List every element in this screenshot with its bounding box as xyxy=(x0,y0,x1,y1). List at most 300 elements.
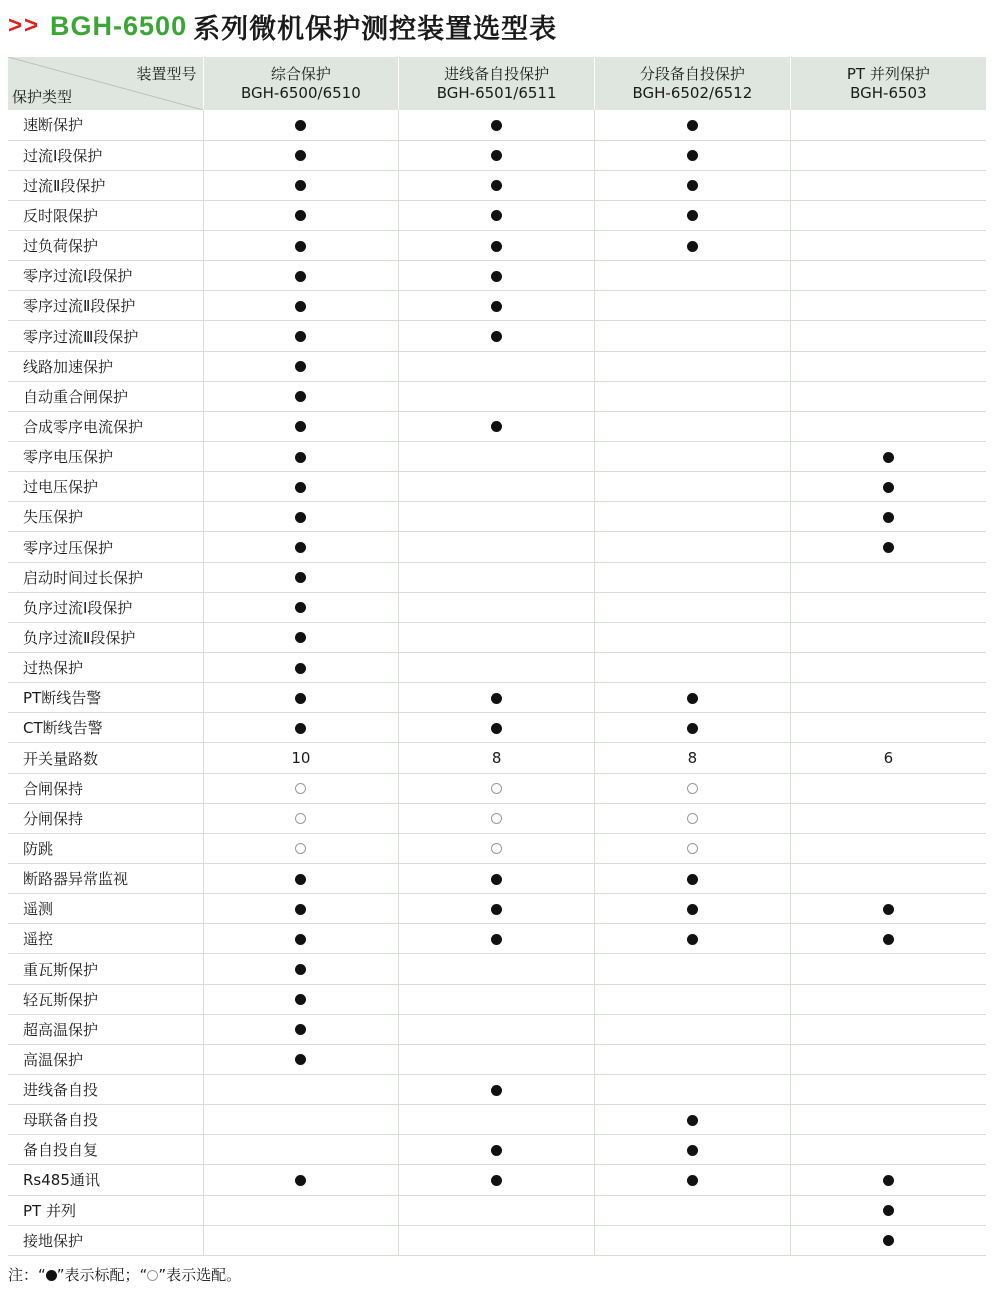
standard-dot-icon xyxy=(295,180,306,191)
cell-standard xyxy=(203,532,399,562)
standard-dot-icon xyxy=(295,120,306,131)
cell-value: 8 xyxy=(595,743,791,773)
table-row xyxy=(8,532,986,562)
cell-empty xyxy=(399,984,595,1014)
cell-empty xyxy=(790,803,986,833)
cell-standard xyxy=(595,170,791,200)
column-header-section-auto-transfer xyxy=(595,57,791,110)
standard-dot-icon xyxy=(883,1205,894,1216)
cell-standard xyxy=(399,321,595,351)
row-label: 自动重合闸保护 xyxy=(8,381,203,411)
cell-empty xyxy=(595,622,791,652)
standard-dot-icon xyxy=(883,934,894,945)
cell-empty xyxy=(595,291,791,321)
row-label: 开关量路数 xyxy=(8,743,203,773)
column-model: BGH-6501/6511 xyxy=(436,83,557,102)
cell-standard xyxy=(790,1225,986,1255)
table-row xyxy=(8,1165,986,1195)
table-row xyxy=(8,894,986,924)
row-label: 零序电压保护 xyxy=(8,442,203,472)
standard-dot-icon xyxy=(687,120,698,131)
table-row xyxy=(8,803,986,833)
cell-empty xyxy=(399,1225,595,1255)
cell-standard xyxy=(595,924,791,954)
cell-empty xyxy=(595,592,791,622)
cell-empty xyxy=(790,1044,986,1074)
standard-dot-icon xyxy=(295,1175,306,1186)
cell-standard xyxy=(595,894,791,924)
cell-standard xyxy=(790,924,986,954)
cell-value: 10 xyxy=(203,743,399,773)
cell-empty xyxy=(595,381,791,411)
standard-dot-icon xyxy=(883,482,894,493)
row-label: 线路加速保护 xyxy=(8,351,203,381)
standard-dot-icon xyxy=(295,904,306,915)
standard-dot-icon xyxy=(295,723,306,734)
cell-empty xyxy=(790,954,986,984)
row-label: 高温保护 xyxy=(8,1044,203,1074)
table-row xyxy=(8,170,986,200)
table-row xyxy=(8,773,986,803)
cell-empty xyxy=(595,1225,791,1255)
table-header xyxy=(8,57,986,110)
standard-dot-icon xyxy=(687,1145,698,1156)
cell-empty xyxy=(399,532,595,562)
cell-empty xyxy=(790,1014,986,1044)
cell-empty xyxy=(790,1105,986,1135)
cell-empty xyxy=(203,1225,399,1255)
optional-circle-icon xyxy=(687,813,698,824)
standard-dot-icon xyxy=(491,331,502,342)
standard-dot-icon xyxy=(491,271,502,282)
column-name: 进线备自投保护 xyxy=(444,64,550,83)
cell-standard xyxy=(595,1165,791,1195)
cell-standard xyxy=(203,351,399,381)
cell-empty xyxy=(399,442,595,472)
cell-standard xyxy=(203,140,399,170)
row-label: 备自投自复 xyxy=(8,1135,203,1165)
row-label: 零序过流Ⅰ段保护 xyxy=(8,261,203,291)
standard-dot-icon xyxy=(295,1054,306,1065)
standard-dot-icon xyxy=(295,512,306,523)
cell-standard xyxy=(203,984,399,1014)
cell-optional xyxy=(595,833,791,863)
cell-standard xyxy=(203,1165,399,1195)
cell-empty xyxy=(790,411,986,441)
row-label: CT断线告警 xyxy=(8,713,203,743)
cell-standard xyxy=(595,864,791,894)
cell-standard xyxy=(399,1165,595,1195)
table-row xyxy=(8,321,986,351)
cell-standard xyxy=(399,261,595,291)
cell-standard xyxy=(203,472,399,502)
column-model: BGH-6502/6512 xyxy=(632,83,753,102)
row-label: 负序过流Ⅱ段保护 xyxy=(8,622,203,652)
standard-dot-icon xyxy=(687,874,698,885)
cell-empty xyxy=(790,864,986,894)
title-arrows: >> xyxy=(8,12,41,39)
cell-empty xyxy=(790,381,986,411)
cell-standard xyxy=(203,864,399,894)
cell-empty xyxy=(399,1105,595,1135)
table-row xyxy=(8,200,986,230)
standard-dot-icon xyxy=(491,1085,502,1096)
table-row xyxy=(8,924,986,954)
standard-dot-icon xyxy=(295,361,306,372)
cell-standard xyxy=(203,653,399,683)
cell-standard xyxy=(790,472,986,502)
standard-dot-icon xyxy=(295,301,306,312)
table-row xyxy=(8,140,986,170)
cell-empty xyxy=(595,261,791,291)
cell-standard xyxy=(399,683,595,713)
cell-standard xyxy=(203,562,399,592)
optional-circle-icon xyxy=(687,843,698,854)
standard-dot-icon xyxy=(295,874,306,885)
standard-dot-icon xyxy=(883,512,894,523)
column-name: PT 并列保护 xyxy=(846,64,930,83)
standard-dot-icon xyxy=(687,1175,698,1186)
standard-dot-icon xyxy=(295,632,306,643)
cell-standard xyxy=(399,1135,595,1165)
table-row xyxy=(8,411,986,441)
row-label: 反时限保护 xyxy=(8,200,203,230)
cell-value: 6 xyxy=(790,743,986,773)
row-label: 过流Ⅰ段保护 xyxy=(8,140,203,170)
standard-dot-icon xyxy=(687,934,698,945)
standard-dot-icon xyxy=(295,542,306,553)
cell-empty xyxy=(595,1044,791,1074)
table-row xyxy=(8,1105,986,1135)
standard-dot-icon xyxy=(883,542,894,553)
cell-empty xyxy=(399,622,595,652)
table-row xyxy=(8,1195,986,1225)
table-row xyxy=(8,351,986,381)
table-row xyxy=(8,864,986,894)
cell-empty xyxy=(790,713,986,743)
column-header-comprehensive xyxy=(203,57,399,110)
standard-dot-icon xyxy=(687,723,698,734)
table-row xyxy=(8,713,986,743)
cell-empty xyxy=(399,592,595,622)
cell-standard xyxy=(203,713,399,743)
standard-dot-icon xyxy=(883,1235,894,1246)
column-model: BGH-6503 xyxy=(850,83,927,102)
row-label: 轻瓦斯保护 xyxy=(8,984,203,1014)
row-label: 接地保护 xyxy=(8,1225,203,1255)
cell-empty xyxy=(790,140,986,170)
cell-standard xyxy=(203,110,399,140)
standard-dot-icon xyxy=(687,180,698,191)
table-body xyxy=(8,110,986,1255)
standard-dot-icon xyxy=(295,964,306,975)
cell-empty xyxy=(790,683,986,713)
optional-circle-icon xyxy=(491,783,502,794)
standard-dot-icon xyxy=(295,602,306,613)
cell-empty xyxy=(595,1075,791,1105)
table-row xyxy=(8,743,986,773)
row-label: 零序过流Ⅲ段保护 xyxy=(8,321,203,351)
cell-empty xyxy=(399,502,595,532)
standard-dot-icon xyxy=(46,1270,57,1281)
optional-circle-icon xyxy=(295,843,306,854)
row-label: 过电压保护 xyxy=(8,472,203,502)
row-label: 失压保护 xyxy=(8,502,203,532)
cell-optional xyxy=(399,803,595,833)
row-label: 防跳 xyxy=(8,833,203,863)
standard-dot-icon xyxy=(491,210,502,221)
optional-circle-icon xyxy=(491,813,502,824)
row-label: 负序过流Ⅰ段保护 xyxy=(8,592,203,622)
cell-empty xyxy=(595,1195,791,1225)
selection-table xyxy=(8,57,986,1256)
table-row xyxy=(8,592,986,622)
cell-empty xyxy=(790,351,986,381)
cell-standard xyxy=(790,532,986,562)
cell-empty xyxy=(790,562,986,592)
cell-standard xyxy=(790,442,986,472)
cell-empty xyxy=(790,200,986,230)
cell-standard xyxy=(203,1014,399,1044)
table-row xyxy=(8,1044,986,1074)
cell-standard xyxy=(203,622,399,652)
standard-dot-icon xyxy=(687,693,698,704)
standard-dot-icon xyxy=(491,934,502,945)
cell-standard xyxy=(203,411,399,441)
column-header-incoming-auto-transfer xyxy=(399,57,595,110)
cell-empty xyxy=(595,472,791,502)
cell-empty xyxy=(399,381,595,411)
column-name: 综合保护 xyxy=(270,64,331,83)
table-row xyxy=(8,291,986,321)
standard-dot-icon xyxy=(295,994,306,1005)
cell-standard xyxy=(595,140,791,170)
row-label: 合闸保持 xyxy=(8,773,203,803)
standard-dot-icon xyxy=(295,241,306,252)
optional-circle-icon xyxy=(147,1270,158,1281)
standard-dot-icon xyxy=(295,331,306,342)
standard-dot-icon xyxy=(687,150,698,161)
cell-standard xyxy=(203,954,399,984)
cell-empty xyxy=(790,592,986,622)
cell-empty xyxy=(399,954,595,984)
cell-standard xyxy=(203,170,399,200)
cell-empty xyxy=(595,411,791,441)
table-row xyxy=(8,622,986,652)
cell-standard xyxy=(595,1105,791,1135)
standard-dot-icon xyxy=(491,301,502,312)
cell-standard xyxy=(399,894,595,924)
row-label: 过流Ⅱ段保护 xyxy=(8,170,203,200)
standard-dot-icon xyxy=(491,874,502,885)
row-label: 启动时间过长保护 xyxy=(8,562,203,592)
table-row xyxy=(8,1014,986,1044)
legend-note xyxy=(8,1264,241,1285)
standard-dot-icon xyxy=(491,904,502,915)
standard-dot-icon xyxy=(883,1175,894,1186)
cell-empty xyxy=(790,833,986,863)
table-row xyxy=(8,472,986,502)
table-row xyxy=(8,381,986,411)
cell-standard xyxy=(203,442,399,472)
cell-empty xyxy=(790,1135,986,1165)
cell-empty xyxy=(595,954,791,984)
row-label: 过热保护 xyxy=(8,653,203,683)
table-row xyxy=(8,1225,986,1255)
cell-standard xyxy=(595,683,791,713)
standard-dot-icon xyxy=(491,1175,502,1186)
standard-dot-icon xyxy=(491,241,502,252)
row-label: 零序过压保护 xyxy=(8,532,203,562)
column-name: 分段备自投保护 xyxy=(639,64,745,83)
cell-empty xyxy=(790,170,986,200)
cell-standard xyxy=(203,321,399,351)
standard-dot-icon xyxy=(295,391,306,402)
column-model: BGH-6500/6510 xyxy=(241,83,361,102)
optional-circle-icon xyxy=(491,843,502,854)
standard-dot-icon xyxy=(491,693,502,704)
cell-empty xyxy=(790,231,986,261)
cell-standard xyxy=(399,200,595,230)
column-header-pt-parallel xyxy=(790,57,986,110)
note-text-a: 注：“ xyxy=(8,1266,46,1284)
cell-standard xyxy=(399,231,595,261)
title-model: BGH-6500 xyxy=(50,10,188,41)
cell-standard xyxy=(203,1044,399,1074)
cell-standard xyxy=(203,502,399,532)
cell-empty xyxy=(790,984,986,1014)
table-row xyxy=(8,833,986,863)
cell-empty xyxy=(595,1014,791,1044)
cell-optional xyxy=(399,773,595,803)
table-row xyxy=(8,231,986,261)
cell-optional xyxy=(399,833,595,863)
cell-optional xyxy=(203,833,399,863)
standard-dot-icon xyxy=(687,241,698,252)
standard-dot-icon xyxy=(295,1024,306,1035)
cell-standard xyxy=(790,894,986,924)
cell-standard xyxy=(399,924,595,954)
cell-optional xyxy=(595,773,791,803)
cell-standard xyxy=(203,291,399,321)
cell-empty xyxy=(399,351,595,381)
cell-empty xyxy=(790,653,986,683)
cell-standard xyxy=(790,502,986,532)
row-label: PT 并列 xyxy=(8,1195,203,1225)
row-label: 重瓦斯保护 xyxy=(8,954,203,984)
row-label: 遥测 xyxy=(8,894,203,924)
page-title xyxy=(8,8,557,44)
standard-dot-icon xyxy=(295,421,306,432)
cell-standard xyxy=(790,1195,986,1225)
cell-standard xyxy=(203,261,399,291)
cell-empty xyxy=(790,291,986,321)
cell-optional xyxy=(203,773,399,803)
cell-empty xyxy=(595,532,791,562)
cell-standard xyxy=(595,200,791,230)
cell-standard xyxy=(399,110,595,140)
cell-empty xyxy=(790,321,986,351)
cell-standard xyxy=(790,1165,986,1195)
standard-dot-icon xyxy=(883,452,894,463)
cell-empty xyxy=(790,1075,986,1105)
cell-empty xyxy=(399,653,595,683)
optional-circle-icon xyxy=(295,783,306,794)
optional-circle-icon xyxy=(687,783,698,794)
note-text-c: ”表示选配。 xyxy=(158,1266,242,1284)
title-text: 系列微机保护测控装置选型表 xyxy=(193,13,558,44)
cell-empty xyxy=(399,472,595,502)
note-text-b: ”表示标配；“ xyxy=(56,1266,148,1284)
cell-empty xyxy=(790,261,986,291)
cell-empty xyxy=(203,1105,399,1135)
cell-standard xyxy=(203,683,399,713)
corner-label-protection-type: 保护类型 xyxy=(12,88,73,106)
standard-dot-icon xyxy=(491,150,502,161)
table-row xyxy=(8,502,986,532)
standard-dot-icon xyxy=(687,210,698,221)
cell-standard xyxy=(399,411,595,441)
table-row xyxy=(8,562,986,592)
row-label: 分闸保持 xyxy=(8,803,203,833)
cell-empty xyxy=(595,442,791,472)
standard-dot-icon xyxy=(295,482,306,493)
table-row xyxy=(8,653,986,683)
row-label: 母联备自投 xyxy=(8,1105,203,1135)
cell-empty xyxy=(203,1195,399,1225)
table-row xyxy=(8,954,986,984)
cell-empty xyxy=(203,1075,399,1105)
table-row xyxy=(8,683,986,713)
cell-empty xyxy=(790,110,986,140)
cell-standard xyxy=(399,713,595,743)
standard-dot-icon xyxy=(687,1115,698,1126)
row-label: PT断线告警 xyxy=(8,683,203,713)
cell-standard xyxy=(203,231,399,261)
cell-empty xyxy=(595,351,791,381)
cell-standard xyxy=(595,231,791,261)
standard-dot-icon xyxy=(491,421,502,432)
row-label: 进线备自投 xyxy=(8,1075,203,1105)
cell-standard xyxy=(399,140,595,170)
cell-empty xyxy=(595,562,791,592)
row-label: 过负荷保护 xyxy=(8,231,203,261)
row-label: 超高温保护 xyxy=(8,1014,203,1044)
cell-empty xyxy=(595,321,791,351)
cell-standard xyxy=(595,1135,791,1165)
cell-standard xyxy=(399,1075,595,1105)
standard-dot-icon xyxy=(295,693,306,704)
cell-empty xyxy=(399,1195,595,1225)
cell-value: 8 xyxy=(399,743,595,773)
table-row xyxy=(8,261,986,291)
cell-standard xyxy=(399,291,595,321)
row-label: 遥控 xyxy=(8,924,203,954)
standard-dot-icon xyxy=(491,1145,502,1156)
cell-standard xyxy=(203,381,399,411)
header-corner xyxy=(8,57,203,110)
cell-empty xyxy=(203,1135,399,1165)
row-label: 合成零序电流保护 xyxy=(8,411,203,441)
standard-dot-icon xyxy=(687,904,698,915)
cell-standard xyxy=(399,170,595,200)
standard-dot-icon xyxy=(491,723,502,734)
standard-dot-icon xyxy=(883,904,894,915)
row-label: 断路器异常监视 xyxy=(8,864,203,894)
cell-empty xyxy=(595,984,791,1014)
cell-empty xyxy=(790,622,986,652)
cell-standard xyxy=(203,894,399,924)
